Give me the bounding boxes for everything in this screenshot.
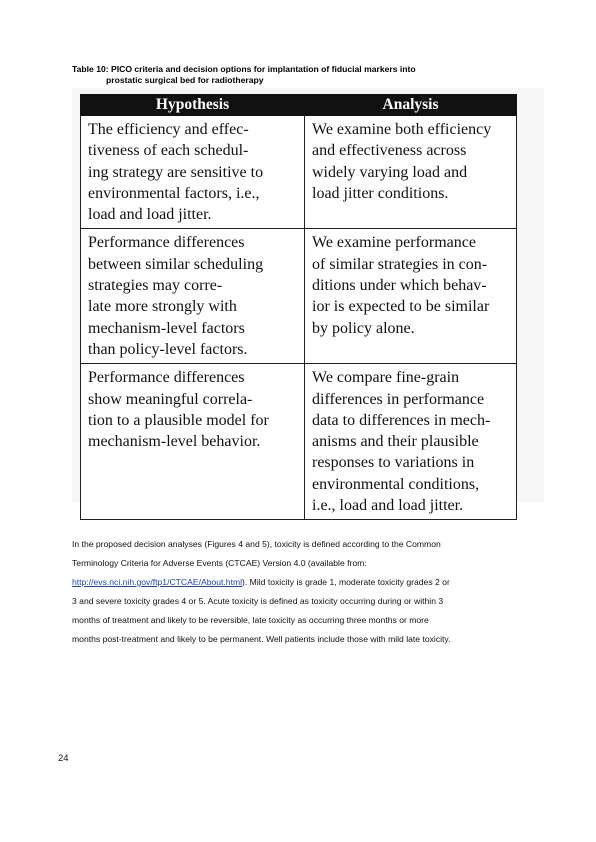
- body-line: months of treatment and likely to be reversible, late toxicity as occurring three months or more: [72, 614, 429, 625]
- cell-line: Performance differences: [88, 369, 245, 387]
- body-paragraph: [72, 535, 524, 648]
- header-hypothesis: Hypothesis: [81, 95, 305, 116]
- page-number: 24: [58, 753, 69, 764]
- table-row: [81, 229, 517, 364]
- caption-line-2: prostatic surgical bed for radiotherapy: [106, 74, 264, 85]
- cell-line: load jitter conditions.: [312, 184, 449, 202]
- caption-line-1: Table 10: PICO criteria and decision options for implantation of fiducial markers into: [72, 64, 416, 74]
- cell-line: by policy alone.: [312, 319, 415, 337]
- table-row: [81, 364, 517, 520]
- analysis-cell: [305, 116, 517, 229]
- hypothesis-cell: [81, 229, 305, 364]
- cell-line: environmental factors, i.e.,: [88, 184, 260, 202]
- cell-line: load and load jitter.: [88, 206, 212, 224]
- cell-line: The efficiency and effec-: [88, 121, 249, 138]
- pico-table: [80, 94, 517, 520]
- body-line: 3 and severe toxicity grades 4 or 5. Acute toxicity is defined as toxicity occurring during or within 3: [72, 595, 444, 606]
- cell-line: ior is expected to be similar: [312, 298, 490, 316]
- cell-line: ditions under which behav-: [312, 277, 487, 295]
- cell-line: responses to variations in: [312, 454, 475, 472]
- body-line-rest: ). Mild toxicity is grade 1, moderate toxicity grades 2 or: [242, 576, 450, 587]
- cell-line: strategies may corre-: [88, 277, 223, 295]
- hypothesis-cell: [81, 364, 305, 520]
- cell-line: tion to a plausible model for: [88, 411, 269, 429]
- hypothesis-cell: [81, 116, 305, 229]
- body-line: [72, 573, 524, 592]
- table-row: [81, 116, 517, 229]
- cell-line: Performance differences: [88, 234, 245, 252]
- analysis-cell: [305, 229, 517, 364]
- cell-line: differences in performance: [312, 390, 485, 408]
- pico-table-figure: [72, 88, 544, 515]
- cell-line: environmental conditions,: [312, 475, 480, 493]
- ctcae-link[interactable]: http://evs.nci.nih.gov/ftp1/CTCAE/About.html: [72, 576, 243, 587]
- header-analysis: Analysis: [305, 95, 517, 116]
- cell-line: mechanism-level behavior.: [88, 433, 261, 451]
- body-line: In the proposed decision analyses (Figures 4 and 5), toxicity is defined according to the Common: [72, 539, 441, 549]
- table-header-row: [81, 95, 517, 116]
- cell-line: We examine both efficiency: [312, 121, 492, 138]
- cell-line: We examine performance: [312, 234, 476, 252]
- cell-line: We compare fine-grain: [312, 369, 460, 387]
- cell-line: between similar scheduling: [88, 255, 264, 273]
- cell-line: and effectiveness across: [312, 142, 467, 160]
- cell-line: show meaningful correla-: [88, 390, 253, 408]
- table-caption: [72, 64, 492, 85]
- cell-line: tiveness of each schedul-: [88, 142, 249, 160]
- body-line: months post-treatment and likely to be permanent. Well patients include those with mild late toxicity.: [72, 633, 451, 644]
- cell-line: mechanism-level factors: [88, 319, 245, 337]
- cell-line: data to differences in mech-: [312, 411, 491, 429]
- body-line: Terminology Criteria for Adverse Events (CTCAE) Version 4.0 (available from:: [72, 557, 367, 568]
- cell-line: anisms and their plausible: [312, 433, 479, 451]
- analysis-cell: [305, 364, 517, 520]
- cell-line: i.e., load and load jitter.: [312, 497, 464, 515]
- cell-line: late more strongly with: [88, 298, 237, 316]
- cell-line: of similar strategies in con-: [312, 255, 488, 273]
- cell-line: widely varying load and: [312, 163, 468, 181]
- cell-line: than policy-level factors.: [88, 340, 248, 358]
- cell-line: ing strategy are sensitive to: [88, 163, 264, 181]
